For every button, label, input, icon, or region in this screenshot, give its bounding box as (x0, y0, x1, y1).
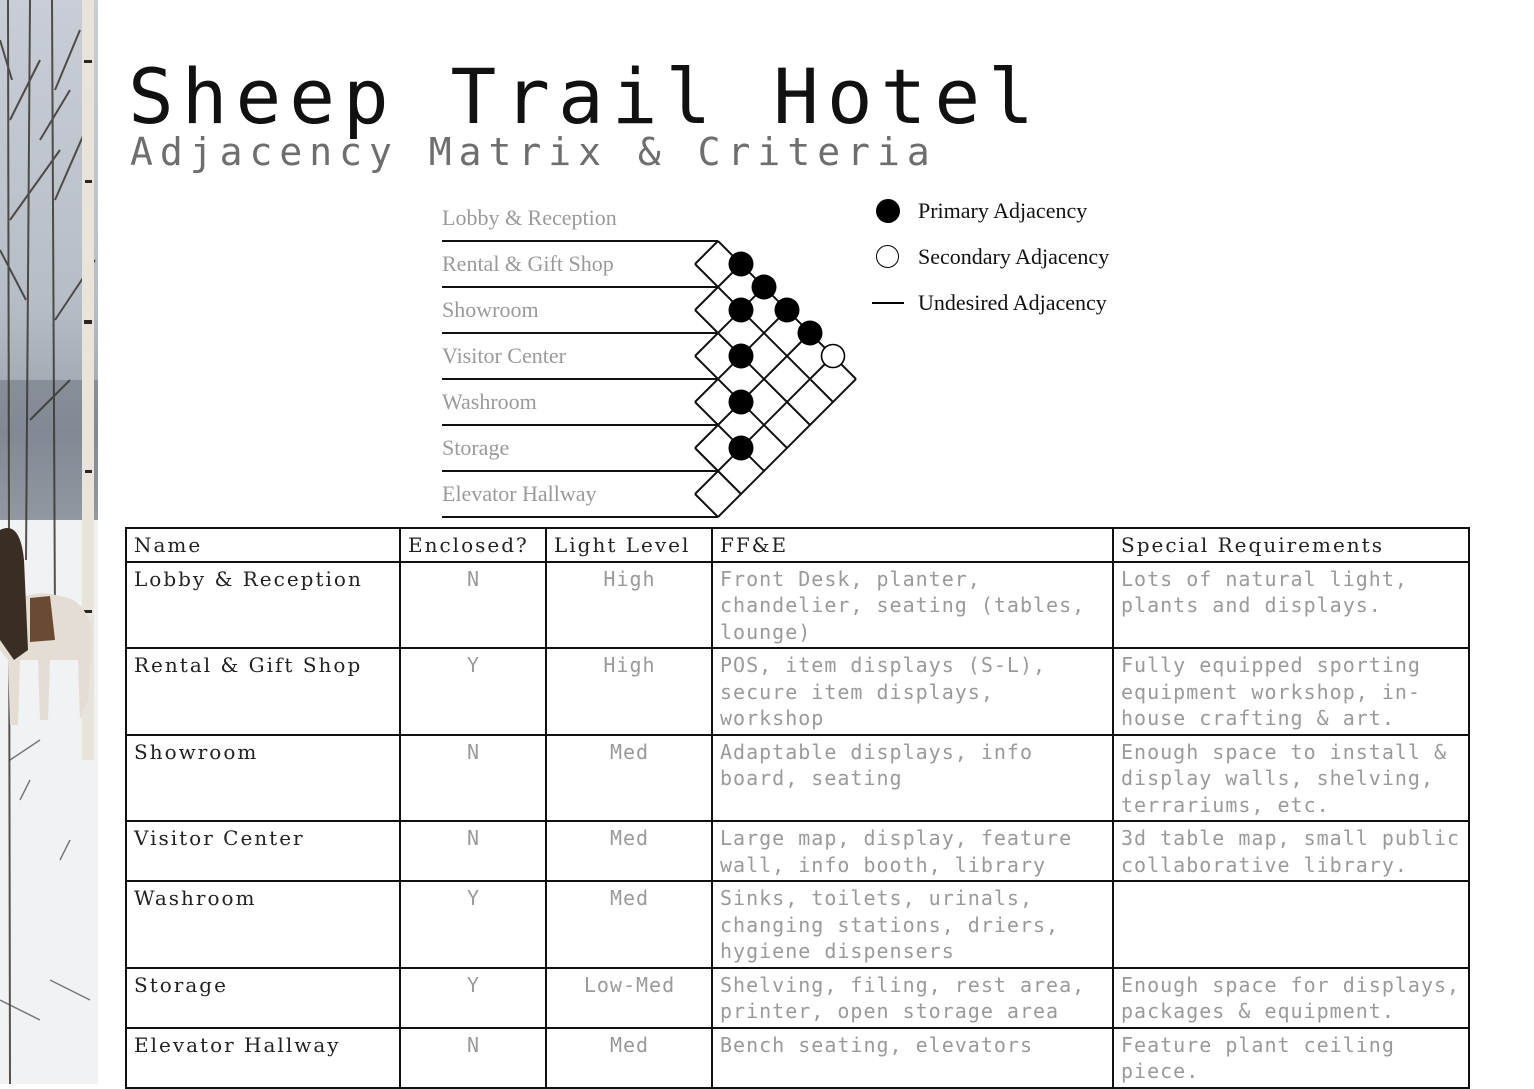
cell-light-level: High (546, 562, 712, 649)
primary-adjacency-dot (775, 298, 800, 323)
cell-name: Elevator Hallway (126, 1028, 400, 1088)
cell-ffe: Adaptable displays, info board, seating (712, 735, 1113, 822)
grid-line (695, 333, 810, 448)
page-title: Sheep Trail Hotel (128, 52, 1042, 141)
cell-name: Washroom (126, 881, 400, 968)
legend-label-primary: Primary Adjacency (918, 198, 1088, 223)
table-row (126, 821, 1469, 881)
matrix-row-label: Elevator Hallway (442, 481, 597, 506)
cell-light-level: High (546, 648, 712, 735)
cell-ffe: POS, item displays (S-L), secure item displays, workshop (712, 648, 1113, 735)
dash-line-icon (870, 288, 906, 318)
cell-light-level: Med (546, 881, 712, 968)
matrix-row-label: Showroom (442, 297, 539, 322)
legend-item-secondary (870, 242, 1109, 272)
criteria-table (125, 527, 1470, 1089)
filled-circle-icon (870, 196, 906, 226)
cell-name: Storage (126, 968, 400, 1028)
cell-special-requirements: Enough space for displays, packages & equipment. (1113, 968, 1469, 1028)
open-circle-icon (870, 242, 906, 272)
cell-name: Rental & Gift Shop (126, 648, 400, 735)
cell-special-requirements: Lots of natural light, plants and displays. (1113, 562, 1469, 649)
header-enclosed: Enclosed? (400, 528, 546, 562)
grid-line (695, 310, 810, 425)
legend-label-secondary: Secondary Adjacency (918, 244, 1110, 269)
legend-item-undesired (870, 288, 1107, 318)
primary-adjacency-dot (729, 390, 754, 415)
cell-ffe: Large map, display, feature wall, info booth, library (712, 821, 1113, 881)
page-subtitle: Adjacency Matrix & Criteria (130, 130, 937, 174)
cell-special-requirements: Feature plant ceiling piece. (1113, 1028, 1469, 1088)
cell-ffe: Front Desk, planter, chandelier, seating (tables, lounge) (712, 562, 1113, 649)
table-row (126, 881, 1469, 968)
primary-adjacency-dot (752, 275, 777, 300)
cell-enclosed: N (400, 735, 546, 822)
cell-enclosed: Y (400, 648, 546, 735)
adjacency-matrix-diagram (436, 200, 896, 525)
header-ffe: FF&E (712, 528, 1113, 562)
winter-forest-image (0, 0, 98, 1084)
matrix-row-label: Lobby & Reception (442, 205, 617, 230)
cell-special-requirements: Enough space to install & display walls, shelving, terrariums, etc. (1113, 735, 1469, 822)
cell-name: Visitor Center (126, 821, 400, 881)
cell-light-level: Med (546, 1028, 712, 1088)
cell-ffe: Bench seating, elevators (712, 1028, 1113, 1088)
table-row (126, 968, 1469, 1028)
legend-item-primary (870, 196, 1087, 226)
table-header-row (126, 528, 1469, 562)
cell-light-level: Med (546, 735, 712, 822)
cell-enclosed: Y (400, 968, 546, 1028)
header-light-level: Light Level (546, 528, 712, 562)
cell-special-requirements: 3d table map, small public collaborative library. (1113, 821, 1469, 881)
primary-adjacency-dot (729, 344, 754, 369)
cell-ffe: Shelving, filing, rest area, printer, open storage area (712, 968, 1113, 1028)
cell-enclosed: N (400, 821, 546, 881)
table-row (126, 562, 1469, 649)
cell-light-level: Low-Med (546, 968, 712, 1028)
legend-label-undesired: Undesired Adjacency (918, 290, 1107, 315)
grid-line (695, 494, 718, 517)
cell-enclosed: Y (400, 881, 546, 968)
background-photo-strip (0, 0, 98, 1084)
header-name: Name (126, 528, 400, 562)
cell-enclosed: N (400, 1028, 546, 1088)
cell-ffe: Sinks, toilets, urinals, changing stations, driers, hygiene dispensers (712, 881, 1113, 968)
cell-light-level: Med (546, 821, 712, 881)
cell-name: Showroom (126, 735, 400, 822)
primary-adjacency-dot (729, 298, 754, 323)
primary-adjacency-dot (729, 252, 754, 277)
table-row (126, 648, 1469, 735)
adjacency-matrix (436, 200, 896, 529)
grid-line (695, 241, 718, 264)
primary-adjacency-dot (729, 436, 754, 461)
legend (870, 196, 1170, 326)
cell-name: Lobby & Reception (126, 562, 400, 649)
cell-enclosed: N (400, 562, 546, 649)
table-row (126, 1028, 1469, 1088)
header-special-requirements: Special Requirements (1113, 528, 1469, 562)
primary-adjacency-dot (798, 321, 823, 346)
matrix-row-label: Washroom (442, 389, 537, 414)
matrix-row-label: Rental & Gift Shop (442, 251, 614, 276)
cell-special-requirements (1113, 881, 1469, 968)
secondary-adjacency-dot (822, 345, 845, 368)
cell-special-requirements: Fully equipped sporting equipment workshop, in-house crafting & art. (1113, 648, 1469, 735)
matrix-row-label: Storage (442, 435, 510, 460)
table-row (126, 735, 1469, 822)
matrix-row-label: Visitor Center (442, 343, 566, 368)
